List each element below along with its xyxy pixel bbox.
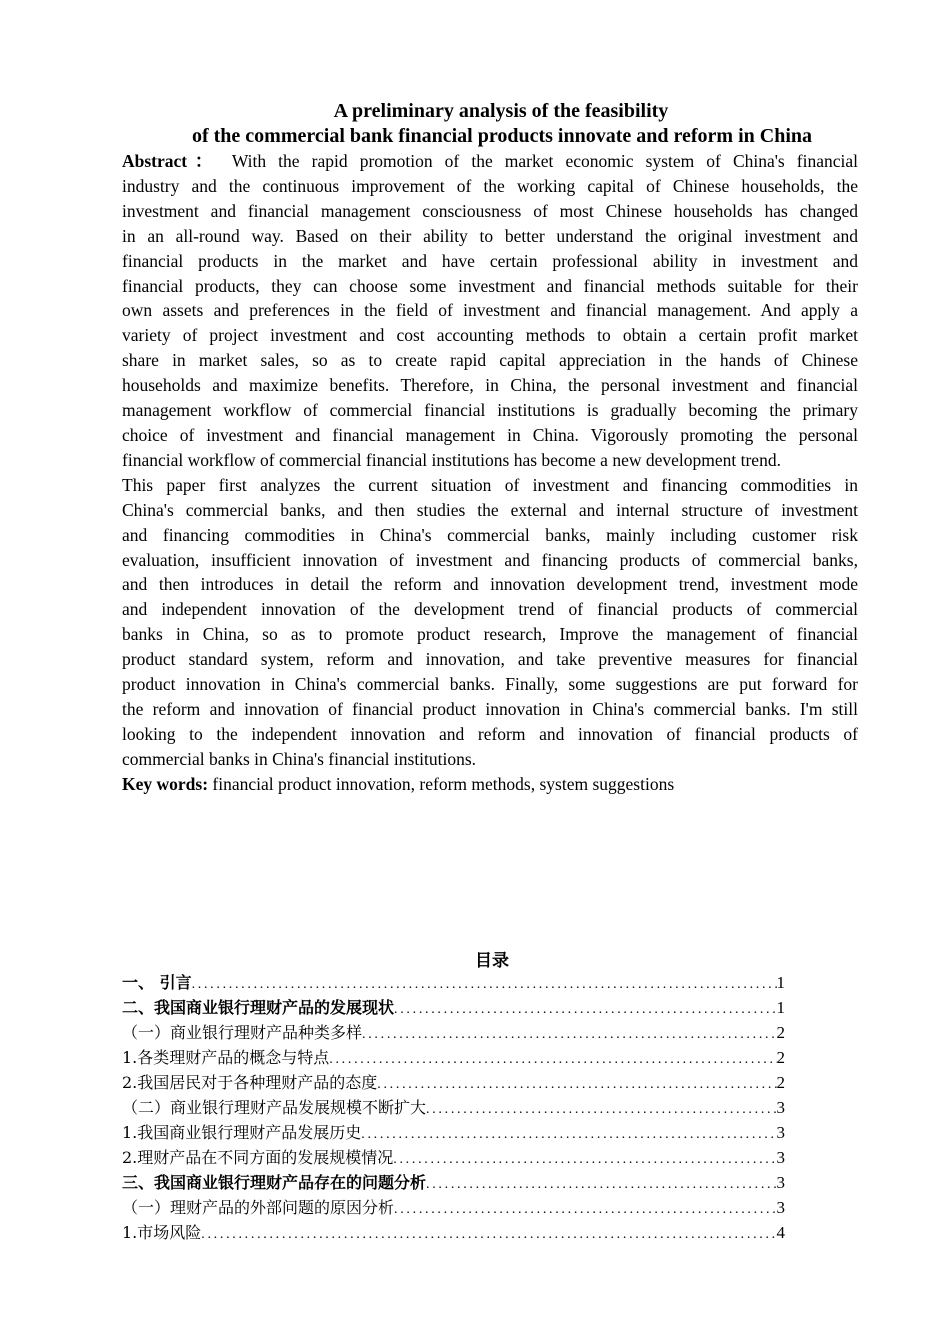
- toc-entry-label: （一）理财产品的外部问题的原因分析: [122, 1198, 395, 1217]
- abstract-line: [122, 722, 858, 747]
- title-line-2: of the commercial bank financial products innovate and reform in China: [191, 125, 813, 147]
- abstract-line-text: and then introduces in detail the reform and innovation development trend, investment mode: [122, 574, 858, 595]
- toc-entry-page: 3: [776, 1173, 785, 1192]
- abstract-line: [122, 323, 858, 348]
- abstract-line: [122, 548, 858, 573]
- abstract-line-text: financial products in the market and have certain professional ability in investment and: [122, 250, 858, 271]
- toc-entry-label: 三、我国商业银行理财产品存在的问题分析: [122, 1173, 427, 1192]
- abstract-line-text: financial products, they can choose some investment and financial methods suitable for their: [122, 275, 858, 296]
- toc-entry-page: 2: [776, 1023, 785, 1042]
- toc-entry-page: 2: [776, 1048, 785, 1067]
- abstract-line: [122, 423, 858, 448]
- toc-entry[interactable]: [122, 995, 785, 1020]
- title-line-1: A preliminary analysis of the feasibility: [333, 100, 669, 122]
- abstract-line: [122, 298, 858, 323]
- abstract-line: [122, 448, 858, 473]
- abstract-line: [122, 348, 858, 373]
- abstract-line-text: financial workflow of commercial financial institutions has become a new development trend.: [122, 449, 781, 470]
- toc-entry-page: 3: [776, 1148, 785, 1167]
- abstract-line: [122, 199, 858, 224]
- abstract-line-text: and independent innovation of the development trend of financial products of commercial: [122, 599, 858, 620]
- abstract-line-text: banks in China, so as to promote product research, Improve the management of financial: [122, 624, 858, 645]
- keywords-label: Key words:: [122, 773, 209, 794]
- toc-entry[interactable]: [122, 1195, 785, 1220]
- abstract-line-text: With the rapid promotion of the market economic system of China's financial: [220, 151, 859, 171]
- abstract-line: [122, 149, 858, 174]
- abstract-line: [122, 572, 858, 597]
- abstract-line-text: the reform and innovation of financial product innovation in China's commercial banks. I'm still: [122, 698, 858, 719]
- abstract-line-text: variety of project investment and cost accounting methods to obtain a certain profit market: [122, 325, 858, 346]
- toc-entry-label: 2.我国居民对于各种理财产品的态度: [122, 1073, 378, 1092]
- abstract-line-text: product innovation in China's commercial banks. Finally, some suggestions are put forward for: [122, 674, 858, 695]
- abstract-line-text: own assets and preferences in the field of investment and financial management. And apply a: [122, 300, 858, 321]
- toc-entry-label: 1.市场风险: [122, 1223, 202, 1242]
- toc-entry-label: 二、我国商业银行理财产品的发展现状: [122, 998, 395, 1017]
- abstract-line-text: China's commercial banks, and then studies the external and internal structure of investment: [122, 499, 858, 520]
- table-of-contents: [122, 970, 785, 1245]
- abstract-label: Abstract：: [122, 151, 221, 171]
- abstract-line: [122, 174, 858, 199]
- toc-entry[interactable]: [122, 1145, 785, 1170]
- abstract-line-text: in an all-round way. Based on their ability to better understand the original investment and: [122, 225, 858, 246]
- toc-entry[interactable]: [122, 1220, 785, 1245]
- abstract-line: [122, 647, 858, 672]
- toc-entry-label: （一）商业银行理财产品种类多样: [122, 1023, 363, 1042]
- abstract-line: [122, 747, 858, 772]
- abstract-line-text: management workflow of commercial financial institutions is gradually becoming the primary: [122, 400, 858, 421]
- abstract-line-text: and financing commodities in China's commercial banks, mainly including customer risk: [122, 524, 858, 545]
- toc-entry[interactable]: [122, 970, 785, 995]
- abstract-line-text: commercial banks in China's financial institutions.: [122, 748, 477, 769]
- abstract-line-text: choice of investment and financial management in China. Vigorously promoting the personal: [122, 424, 858, 445]
- toc-entry-label: 2.理财产品在不同方面的发展规模情况: [122, 1148, 394, 1167]
- toc-entry-label: （二）商业银行理财产品发展规模不断扩大: [122, 1098, 427, 1117]
- toc-leader-dots: [393, 1147, 776, 1172]
- abstract-line-text: looking to the independent innovation and reform and innovation of financial products of: [122, 723, 858, 744]
- keywords-line: [122, 772, 858, 797]
- abstract-line: [122, 597, 858, 622]
- abstract-line-text: This paper first analyzes the current situation of investment and financing commodities in: [122, 474, 858, 495]
- toc-leader-dots: [426, 1172, 776, 1197]
- toc-entry[interactable]: [122, 1120, 785, 1145]
- toc-leader-dots: [394, 1197, 776, 1222]
- toc-leader-dots: [394, 997, 776, 1022]
- toc-entry[interactable]: [122, 1170, 785, 1195]
- toc-entry-label: 1.各类理财产品的概念与特点: [122, 1048, 330, 1067]
- abstract-line: [122, 373, 858, 398]
- toc-leader-dots: [377, 1072, 776, 1097]
- toc-entry-page: 1: [776, 998, 785, 1017]
- abstract-line: [122, 622, 858, 647]
- toc-leader-dots: [361, 1122, 776, 1147]
- toc-entry-page: 2: [776, 1073, 785, 1092]
- toc-leader-dots: [426, 1097, 776, 1122]
- toc-leader-dots: [201, 1222, 776, 1247]
- toc-entry-page: 3: [776, 1198, 785, 1217]
- toc-entry[interactable]: [122, 1095, 785, 1120]
- abstract-line: [122, 274, 858, 299]
- toc-entry-page: 3: [776, 1123, 785, 1142]
- toc-entry-page: 1: [776, 973, 785, 992]
- abstract-paragraph-1: [122, 149, 858, 473]
- abstract-line: [122, 697, 858, 722]
- toc-leader-dots: [362, 1022, 776, 1047]
- abstract-line-text: share in market sales, so as to create rapid capital appreciation in the hands of Chinese: [122, 350, 858, 371]
- toc-entry-page: 4: [776, 1223, 785, 1242]
- abstract: [122, 149, 858, 797]
- toc-leader-dots: [329, 1047, 776, 1072]
- toc-entry[interactable]: [122, 1070, 785, 1095]
- abstract-line: [122, 249, 858, 274]
- abstract-line-text: product standard system, reform and innovation, and take preventive measures for financial: [122, 649, 858, 670]
- toc-entry-label: 1.我国商业银行理财产品发展历史: [122, 1123, 362, 1142]
- abstract-line: [122, 224, 858, 249]
- abstract-line: [122, 498, 858, 523]
- keywords-text: financial product innovation, reform methods, system suggestions: [208, 773, 675, 794]
- toc-entry-page: 3: [776, 1098, 785, 1117]
- toc-entry[interactable]: [122, 1045, 785, 1070]
- abstract-line: [122, 473, 858, 498]
- abstract-line: [122, 523, 858, 548]
- abstract-line-text: evaluation, insufficient innovation of investment and financing products of commercial banks,: [122, 549, 858, 570]
- toc-leader-dots: [192, 972, 777, 997]
- abstract-line-text: industry and the continuous improvement of the working capital of Chinese households, the: [122, 175, 858, 196]
- abstract-paragraph-2: [122, 473, 858, 772]
- abstract-line: [122, 672, 858, 697]
- toc-title: 目录: [475, 951, 509, 971]
- abstract-line-text: investment and financial management consciousness of most Chinese households has changed: [122, 200, 858, 221]
- toc-entry[interactable]: [122, 1020, 785, 1045]
- abstract-line: [122, 398, 858, 423]
- toc-entry-label: 一、 引言: [122, 973, 192, 992]
- abstract-line-text: households and maximize benefits. Therefore, in China, the personal investment and financial: [122, 375, 858, 396]
